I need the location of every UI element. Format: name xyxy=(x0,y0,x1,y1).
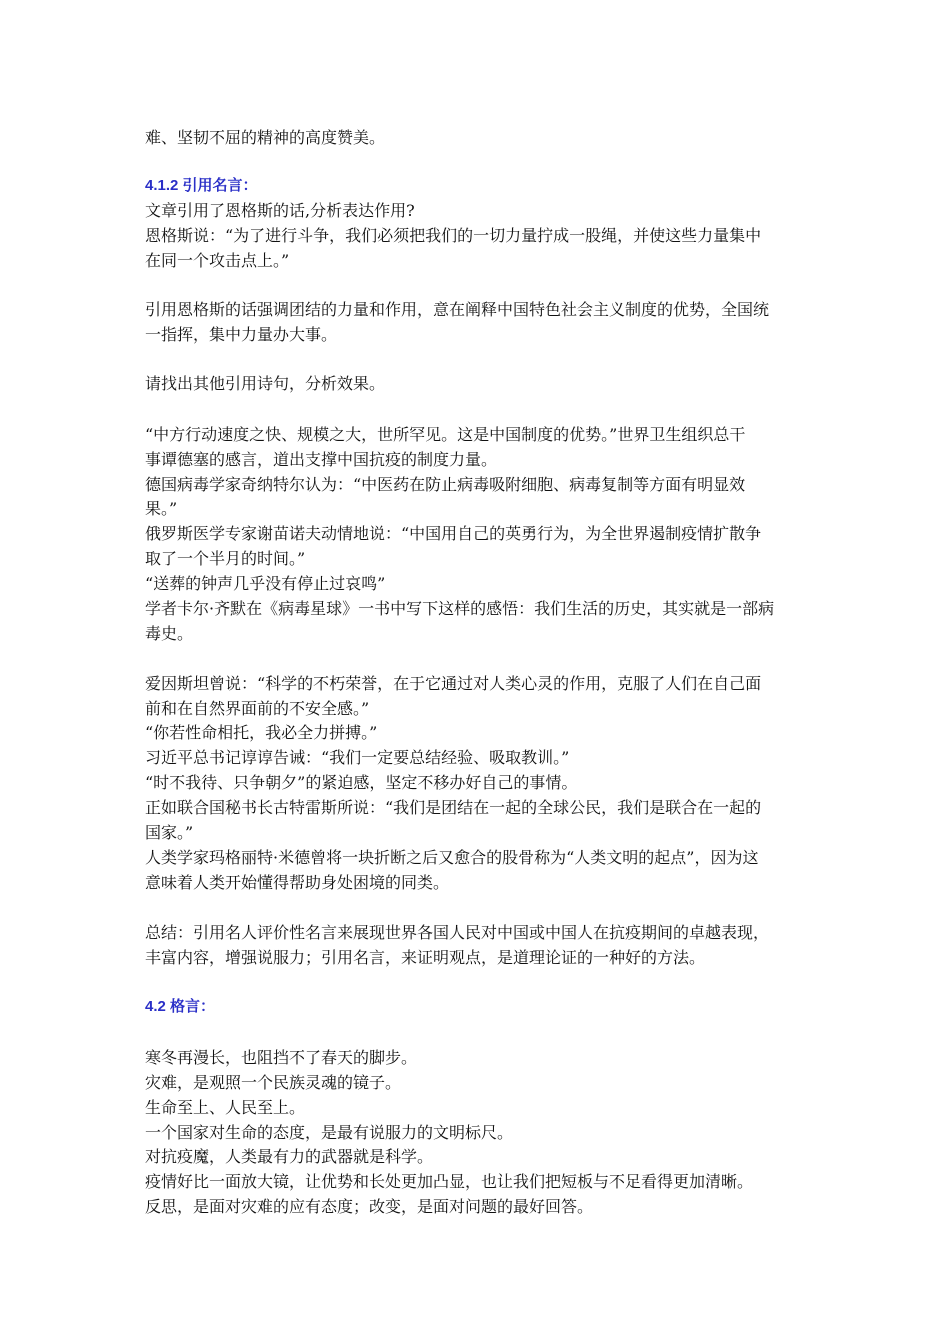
example-line: 学者卡尔·齐默在《病毒星球》一书中写下这样的感悟：我们生活的历史，其实就是一部病 xyxy=(145,599,775,618)
example-line: 人类学家玛格丽特·米德曾将一块折断之后又愈合的股骨称为“人类文明的起点”，因为这 xyxy=(145,848,759,867)
example-line: 取了一个半月的时间。” xyxy=(145,549,306,568)
example-line: 爱因斯坦曾说：“科学的不朽荣誉，在于它通过对人类心灵的作用，克服了人们在自己面 xyxy=(145,674,762,693)
maxim-line: 对抗疫魔，人类最有力的武器就是科学。 xyxy=(145,1147,434,1166)
quote-line: 恩格斯说：“为了进行斗争，我们必须把我们的一切力量拧成一股绳，并使这些力量集中 xyxy=(145,226,762,245)
quote-line: 在同一个攻击点上。” xyxy=(145,251,290,270)
maxim-line: 寒冬再漫长，也阻挡不了春天的脚步。 xyxy=(145,1048,418,1067)
example-line: 习近平总书记谆谆告诫：“我们一定要总结经验、吸取教训。” xyxy=(145,748,570,767)
summary-line: 总结：引用名人评价性名言来展现世界各国人民对中国或中国人在抗疫期间的卓越表现， xyxy=(145,923,770,942)
example-line: 俄罗斯医学专家谢苗诺夫动情地说：“中国用自己的英勇行为，为全世界遏制疫情扩散争 xyxy=(145,524,762,543)
summary-line: 丰富内容，增强说服力；引用名言，来证明观点，是道理论证的一种好的方法。 xyxy=(145,948,706,967)
question-line: 文章引用了恩格斯的话,分析表达作用? xyxy=(145,201,415,220)
example-line: “你若性命相托，我必全力拼搏。” xyxy=(145,723,378,742)
analysis-line: 一指挥，集中力量办大事。 xyxy=(145,325,338,344)
example-line: 正如联合国秘书长古特雷斯所说：“我们是团结在一起的全球公民，我们是联合在一起的 xyxy=(145,798,762,817)
section-heading-4-2: 4.2 格言： xyxy=(145,998,216,1015)
example-line: 国家。” xyxy=(145,823,194,842)
maxim-line: 反思，是面对灾难的应有态度；改变，是面对问题的最好回答。 xyxy=(145,1197,594,1216)
example-line: “送葬的钟声几乎没有停止过哀鸣” xyxy=(145,574,386,593)
analysis-line: 引用恩格斯的话强调团结的力量和作用，意在阐释中国特色社会主义制度的优势，全国统 xyxy=(145,300,770,319)
section-heading-4-1-2: 4.1.2 引用名言： xyxy=(145,177,258,194)
maxim-line: 灾难，是观照一个民族灵魂的镜子。 xyxy=(145,1073,402,1092)
maxim-line: 疫情好比一面放大镜，让优势和长处更加凸显，也让我们把短板与不足看得更加清晰。 xyxy=(145,1172,754,1191)
example-line: “中方行动速度之快、规模之大，世所罕见。这是中国制度的优势。”世界卫生组织总干 xyxy=(145,425,746,444)
example-line: 事谭德塞的感言，道出支撑中国抗疫的制度力量。 xyxy=(145,450,498,469)
intro-line: 难、坚韧不屈的精神的高度赞美。 xyxy=(145,128,386,147)
example-line: 前和在自然界面前的不安全感。” xyxy=(145,699,370,718)
example-line: 德国病毒学家奇纳特尔认为：“中医药在防止病毒吸附细胞、病毒复制等方面有明显效 xyxy=(145,475,746,494)
example-line: “时不我待、只争朝夕”的紧迫感，坚定不移办好自己的事情。 xyxy=(145,773,578,792)
maxim-line: 生命至上、人民至上。 xyxy=(145,1098,306,1117)
prompt-line: 请找出其他引用诗句，分析效果。 xyxy=(145,374,386,393)
maxim-line: 一个国家对生命的态度，是最有说服力的文明标尺。 xyxy=(145,1123,514,1142)
example-line: 意味着人类开始懂得帮助身处困境的同类。 xyxy=(145,873,450,892)
example-line: 果。” xyxy=(145,499,178,518)
example-line: 毒史。 xyxy=(145,624,194,643)
